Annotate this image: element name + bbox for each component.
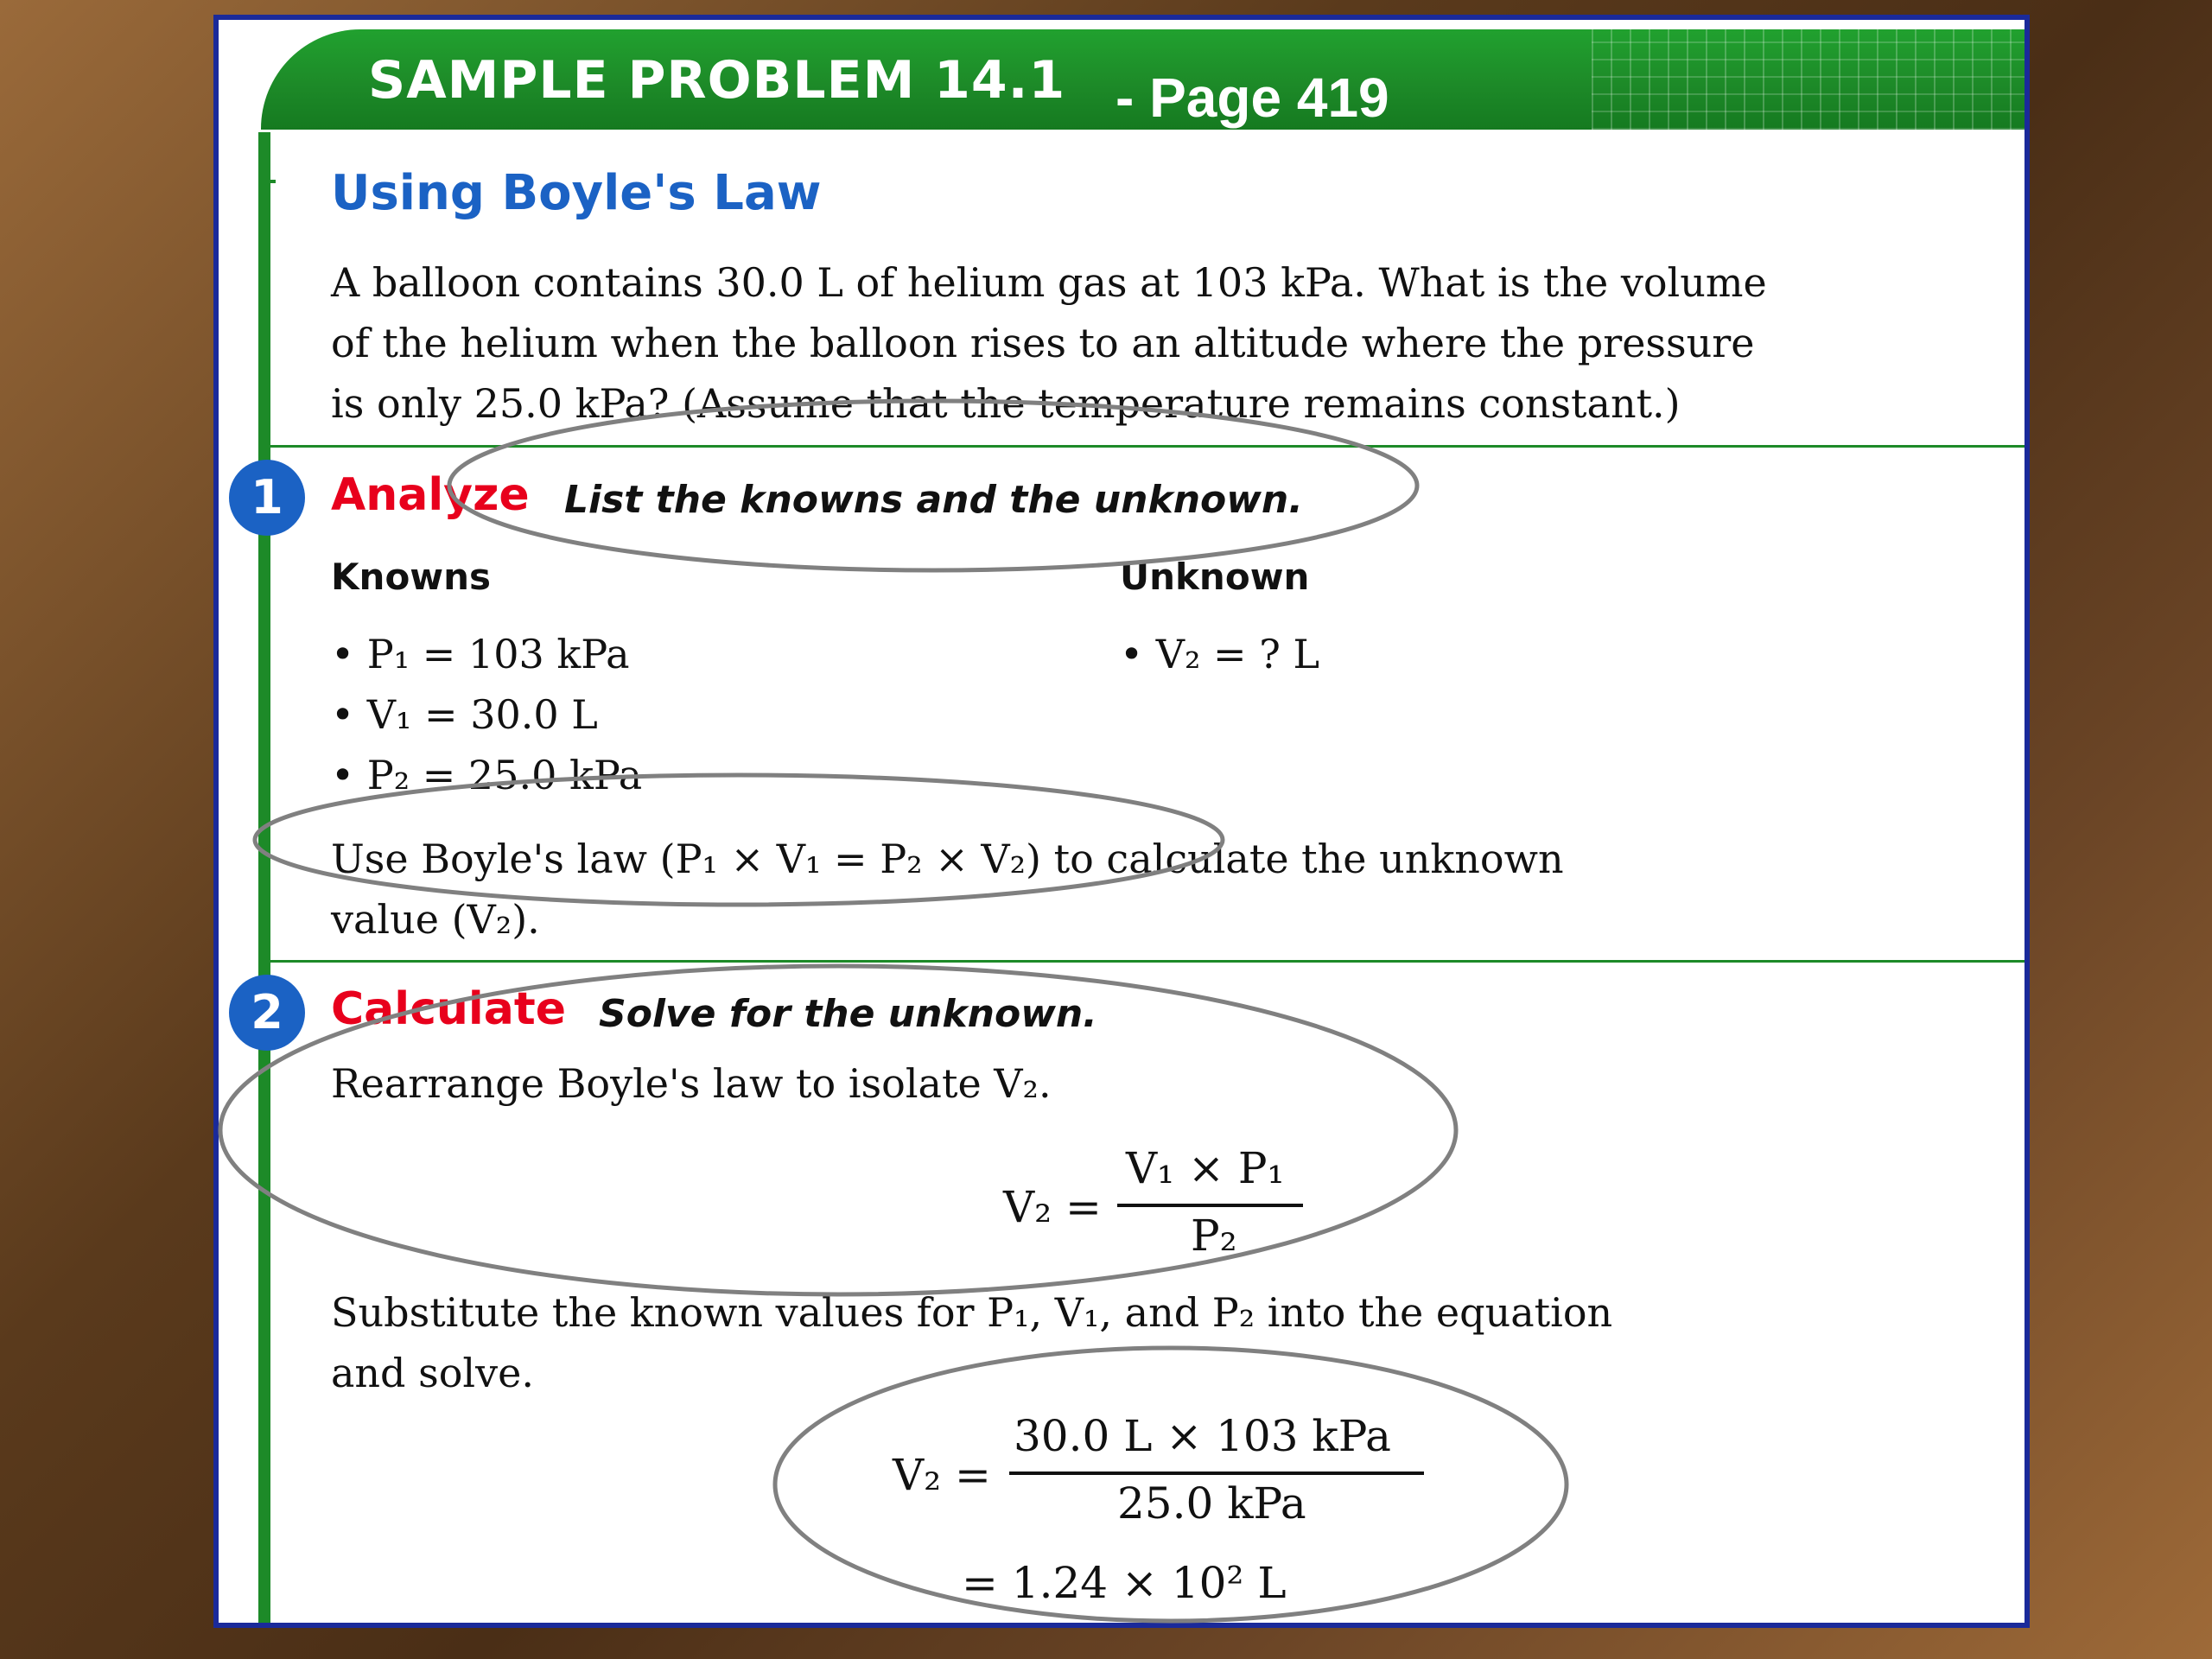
substitute-text-2: and solve. (331, 1350, 534, 1396)
header-banner (261, 29, 2030, 130)
substitute-text: Substitute the known values for P₁, V₁, and P₂ into the equation (331, 1289, 1613, 1336)
calc-result: = 1.24 × 10² L (962, 1558, 1287, 1608)
divider-line (270, 445, 2030, 448)
formula-fraction-bar (1117, 1204, 1303, 1207)
step-1-badge: 1 (229, 460, 305, 536)
problem-line-1: A balloon contains 30.0 L of helium gas at 103 kPa. What is the volume (331, 259, 1767, 306)
header-title: SAMPLE PROBLEM 14.1 (368, 50, 1066, 111)
calc-fraction-bar (1009, 1471, 1424, 1475)
left-green-bar (258, 132, 270, 1628)
step-2-instruction: Solve for the unknown. (599, 992, 1097, 1036)
boyles-law-note-2: value (V₂). (331, 896, 540, 943)
calc-numerator: 30.0 L × 103 kPa (1014, 1411, 1391, 1461)
unknown-v2: • V₂ = ? L (1120, 631, 1320, 677)
calc-lhs: V₂ = (893, 1450, 991, 1500)
header-pattern (1592, 29, 2030, 130)
step-2-label: Calculate (331, 983, 566, 1035)
known-v1: • V₁ = 30.0 L (331, 691, 598, 738)
known-p1: • P₁ = 103 kPa (331, 631, 630, 677)
known-p2: • P₂ = 25.0 kPa (331, 752, 643, 798)
problem-line-2: of the helium when the balloon rises to an altitude where the pressure (331, 320, 1755, 366)
formula-denominator: P₂ (1191, 1211, 1237, 1261)
calc-denominator: 25.0 kPa (1117, 1478, 1306, 1529)
problem-line-3: is only 25.0 kPa? (Assume that the temperature remains constant.) (331, 380, 1681, 427)
formula-lhs: V₂ = (1003, 1182, 1102, 1232)
divider-tick (258, 180, 276, 183)
divider-line (270, 960, 2030, 963)
knowns-heading: Knowns (331, 556, 492, 598)
sample-problem-card (213, 15, 2030, 1628)
unknown-heading: Unknown (1120, 556, 1310, 598)
rearrange-text: Rearrange Boyle's law to isolate V₂. (331, 1060, 1052, 1107)
page-reference: - Page 419 (1116, 67, 1389, 129)
section-title: Using Boyle's Law (331, 165, 822, 221)
step-1-label: Analyze (331, 469, 530, 521)
step-1-instruction: List the knowns and the unknown. (564, 478, 1303, 522)
boyles-law-note: Use Boyle's law (P₁ × V₁ = P₂ × V₂) to calculate the unknown (331, 836, 1564, 882)
step-2-badge: 2 (229, 975, 305, 1051)
formula-numerator: V₁ × P₁ (1126, 1143, 1285, 1193)
